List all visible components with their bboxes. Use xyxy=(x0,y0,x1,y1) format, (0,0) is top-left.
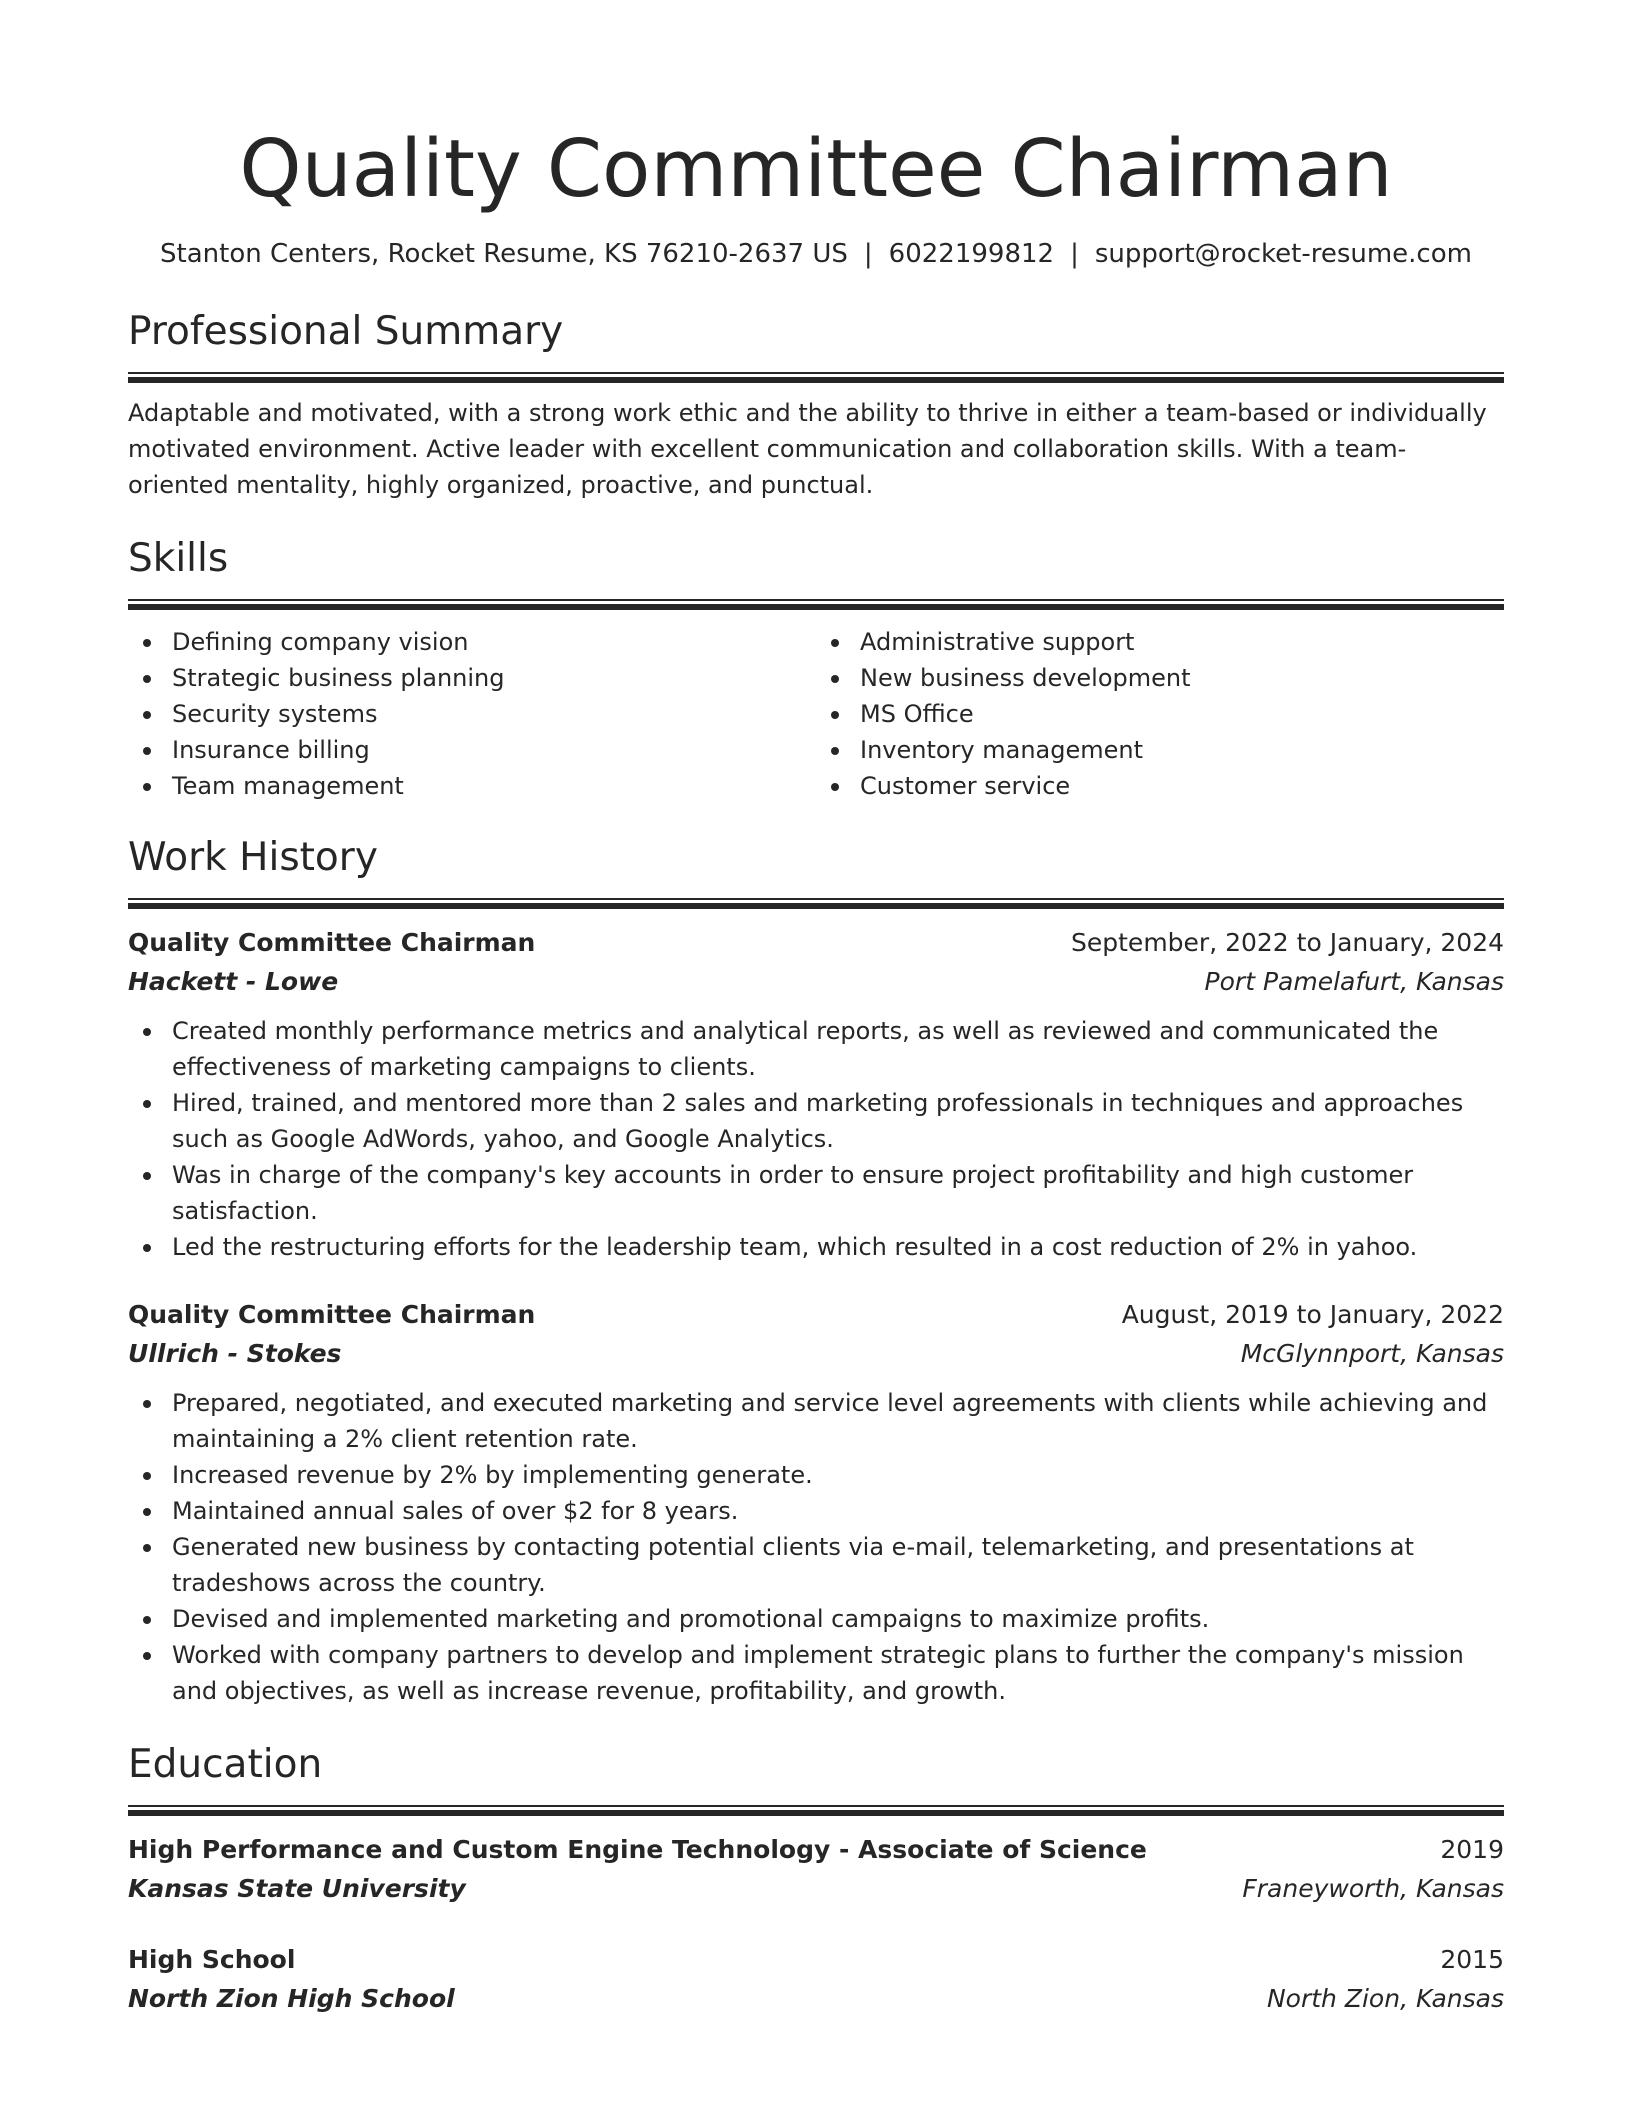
skill-item: MS Office xyxy=(816,696,1504,732)
job-title: Quality Committee Chairman xyxy=(128,1300,536,1329)
education-year: 2019 xyxy=(1440,1835,1504,1864)
skill-item: Team management xyxy=(128,768,816,804)
skill-item: Insurance billing xyxy=(128,732,816,768)
section-title-skills: Skills xyxy=(128,536,229,581)
school-location: Franeyworth, Kansas xyxy=(1242,1874,1504,1903)
candidate-name: Quality Committee Chairman xyxy=(239,123,1393,215)
contact-phone: 6022199812 xyxy=(888,239,1055,269)
skill-item: Defining company vision xyxy=(128,624,816,660)
summary-section xyxy=(128,306,1504,503)
job-bullet: Devised and implemented marketing and promotional campaigns to maximize profits. xyxy=(128,1601,1504,1637)
skills-section xyxy=(128,533,1504,804)
job-bullet: Hired, trained, and mentored more than 2 sales and marketing professionals in techniques and approaches such as Google AdWords, yahoo, and Google Analytics. xyxy=(128,1085,1504,1157)
degree-title: High Performance and Custom Engine Technology - Associate of Science xyxy=(128,1835,1147,1864)
job-location: Port Pamelafurt, Kansas xyxy=(1204,967,1504,996)
section-title-work: Work History xyxy=(128,835,378,880)
degree-title: High School xyxy=(128,1945,296,1974)
job-entry xyxy=(128,923,1504,1265)
school-name: North Zion High School xyxy=(128,1984,455,2013)
job-dates: August, 2019 to January, 2022 xyxy=(1121,1300,1504,1329)
contact-separator: | xyxy=(863,239,873,269)
section-title-summary: Professional Summary xyxy=(128,309,564,354)
section-divider xyxy=(128,372,1504,383)
job-location: McGlynnport, Kansas xyxy=(1240,1339,1504,1368)
skills-grid xyxy=(128,624,1504,804)
contact-email: support@rocket-resume.com xyxy=(1094,239,1472,269)
section-divider xyxy=(128,898,1504,909)
job-dates: September, 2022 to January, 2024 xyxy=(1071,928,1504,957)
education-year: 2015 xyxy=(1440,1945,1504,1974)
education-entry xyxy=(128,1940,1504,2018)
education-header-row xyxy=(128,1940,1504,1979)
job-bullet: Prepared, negotiated, and executed marketing and service level agreements with clients while achieving and maintaining a 2% client retention rate. xyxy=(128,1385,1504,1457)
job-company-row xyxy=(128,962,1504,1001)
job-bullet: Increased revenue by 2% by implementing generate. xyxy=(128,1457,1504,1493)
job-title: Quality Committee Chairman xyxy=(128,928,536,957)
work-history-section xyxy=(128,832,1504,1709)
section-divider xyxy=(128,1805,1504,1816)
job-header-row xyxy=(128,1295,1504,1334)
job-header-row xyxy=(128,923,1504,962)
job-company-row xyxy=(128,1334,1504,1373)
skill-item: Inventory management xyxy=(816,732,1504,768)
skill-item: New business development xyxy=(816,660,1504,696)
job-bullet: Worked with company partners to develop and implement strategic plans to further the company's mission and objectives, as well as increase revenue, profitability, and growth. xyxy=(128,1637,1504,1709)
contact-separator: | xyxy=(1070,239,1079,269)
skill-item: Customer service xyxy=(816,768,1504,804)
skill-item: Security systems xyxy=(128,696,816,732)
job-company: Hackett - Lowe xyxy=(128,967,339,996)
job-bullet: Maintained annual sales of over $2 for 8 years. xyxy=(128,1493,1504,1529)
school-name: Kansas State University xyxy=(128,1874,466,1903)
section-title-education: Education xyxy=(128,1742,323,1787)
job-bullets xyxy=(128,1385,1504,1709)
job-entry xyxy=(128,1295,1504,1709)
job-bullet: Generated new business by contacting potential clients via e-mail, telemarketing, and presentations at tradeshows across the country. xyxy=(128,1529,1504,1601)
school-location: North Zion, Kansas xyxy=(1266,1984,1504,2013)
education-header-row xyxy=(128,1830,1504,1869)
education-school-row xyxy=(128,1869,1504,1908)
summary-text: Adaptable and motivated, with a strong work ethic and the ability to thrive in either a team-based or individually motivated environment. Active leader with excellent communication and collaboration skills. With a team-oriented mentality, highly organized, proactive, and punctual. xyxy=(128,399,1487,499)
skill-item: Administrative support xyxy=(816,624,1504,660)
contact-line xyxy=(128,236,1504,272)
contact-address: Stanton Centers, Rocket Resume, KS 76210-2637 US xyxy=(160,239,848,269)
education-section xyxy=(128,1739,1504,2018)
education-entry xyxy=(128,1830,1504,1908)
job-bullets xyxy=(128,1013,1504,1265)
job-bullet: Led the restructuring efforts for the leadership team, which resulted in a cost reduction of 2% in yahoo. xyxy=(128,1229,1504,1265)
skills-column-left xyxy=(128,624,816,804)
section-divider xyxy=(128,599,1504,610)
skills-column-right xyxy=(816,624,1504,804)
job-bullet: Was in charge of the company's key accounts in order to ensure project profitability and high customer satisfaction. xyxy=(128,1157,1504,1229)
job-bullet: Created monthly performance metrics and analytical reports, as well as reviewed and communicated the effectiveness of marketing campaigns to clients. xyxy=(128,1013,1504,1085)
job-company: Ullrich - Stokes xyxy=(128,1339,342,1368)
skill-item: Strategic business planning xyxy=(128,660,816,696)
education-school-row xyxy=(128,1979,1504,2018)
